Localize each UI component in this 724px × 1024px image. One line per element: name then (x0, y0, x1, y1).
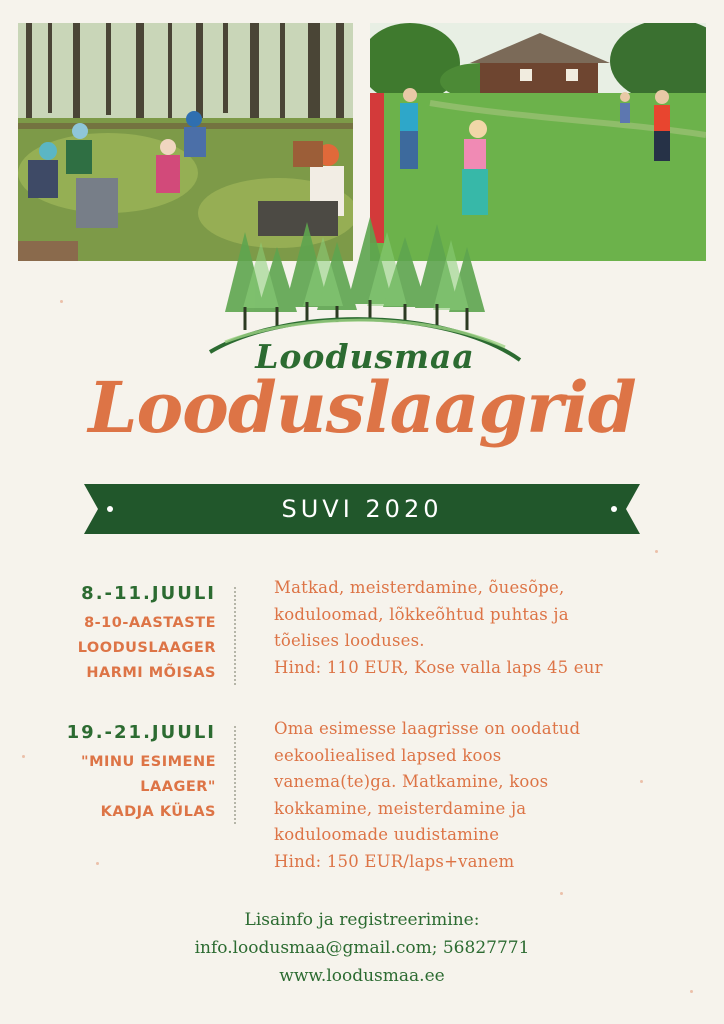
event-info (40, 722, 216, 825)
decor-speck (60, 300, 63, 303)
event-name-line: KADJA KÜLAS (100, 804, 216, 820)
event-date: 19.-21.JUULI (66, 722, 216, 743)
season-label: SUVI 2020 (281, 495, 443, 523)
event-description-line: vanema(te)ga. Matkamine, koos (274, 772, 549, 791)
contact-info (0, 906, 724, 990)
event-divider (234, 726, 236, 824)
event-name-line: 8-10-AASTASTE (84, 615, 216, 631)
event-description-line: tõelises looduses. (274, 631, 425, 650)
loodusmaa-logo (205, 212, 525, 382)
event-date: 8.-11.JUULI (81, 583, 216, 604)
event-description-line: Hind: 110 EUR, Kose valla laps 45 eur (274, 657, 603, 677)
decor-speck (560, 892, 563, 895)
event-description (274, 575, 674, 681)
decor-speck (655, 550, 658, 553)
decor-speck (96, 862, 99, 865)
event-description (274, 716, 674, 875)
event-info (40, 583, 216, 686)
event-name-line: HARMI MÕISAS (86, 665, 216, 681)
event-description-line: Matkad, meisterdamine, õuesõpe, (274, 578, 565, 597)
event-description-line: Oma esimesse laagrisse on oodatud (274, 719, 581, 738)
event-name-line: LOODUSLAAGER (77, 640, 216, 656)
event-name-line: "MINU ESIMENE (81, 754, 216, 770)
event-description-line: Hind: 150 EUR/laps+vanem (274, 851, 515, 871)
event-description-line: koduloomade uudistamine (274, 825, 500, 844)
website-link[interactable]: www.loodusmaa.ee (279, 966, 445, 986)
event-description-line: koduloomad, lõkkeõhtud puhtas ja (274, 604, 569, 624)
event-divider (234, 587, 236, 685)
decor-speck (22, 755, 25, 758)
logo-text: Loodusmaa (255, 337, 475, 376)
event-description-line: eekooliealised lapsed koos (274, 745, 502, 765)
contact-email-phone[interactable]: info.loodusmaa@gmail.com; 56827771 (194, 938, 530, 958)
event-description-line: kokkamine, meisterdamine ja (274, 798, 527, 818)
event-name-line: LAAGER" (140, 779, 216, 795)
decor-speck (690, 990, 693, 993)
season-banner (84, 484, 640, 534)
main-title: Looduslaagrid (88, 366, 636, 449)
contact-heading: Lisainfo ja registreerimine: (244, 910, 480, 930)
